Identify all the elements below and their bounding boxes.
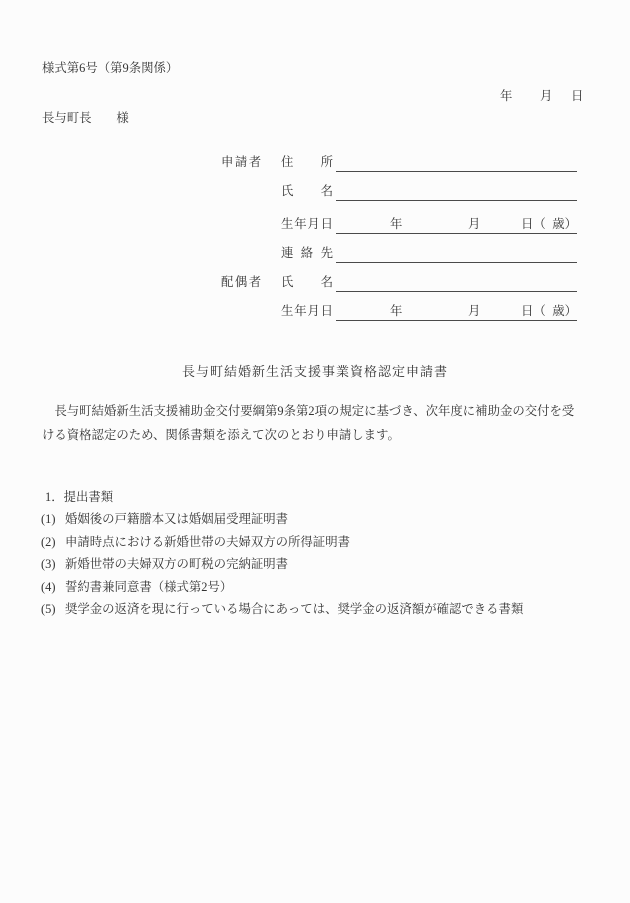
date-day-label: 日 [571, 89, 584, 103]
list-item [41, 553, 601, 575]
item-text: 申請時点における新婚世帯の夫婦双方の所得証明書 [65, 534, 350, 549]
applicant-birthdate-blank-field [336, 216, 577, 234]
spouse-name-row [221, 274, 577, 291]
applicant-address-blank-field [336, 154, 577, 172]
applicant-birthdate-label: 生年月日 [281, 217, 333, 231]
body-paragraph [42, 399, 594, 447]
date-year-label: 年 [500, 89, 513, 103]
birthdate-day-label: 日（ [521, 304, 546, 318]
item-text: 婚姻後の戸籍謄本又は婚姻届受理証明書 [65, 512, 289, 527]
spouse-name-blank-field [336, 274, 577, 292]
item-text: 誓約書兼同意書（様式第2号） [65, 579, 233, 594]
body-paragraph-line: 長与町結婚新生活支援補助金交付要綱第9条第2項の規定に基づき、次年度に補助金の交付を受 [42, 404, 575, 418]
applicant-name-blank-field [336, 183, 577, 201]
birthdate-month-label: 月 [468, 304, 481, 318]
spouse-birthdate-row [221, 303, 577, 320]
applicant-contact-row [221, 245, 577, 262]
date-month-label: 月 [540, 89, 553, 103]
applicant-contact-blank-field [336, 245, 577, 263]
spouse-birthdate-blank-field [336, 303, 577, 321]
list-item [41, 531, 601, 553]
applicant-label: 申請者 [221, 155, 263, 169]
birthdate-month-label: 月 [468, 217, 481, 231]
birthdate-age-label: 歳） [552, 217, 577, 231]
spouse-name-label: 氏名 [281, 275, 333, 289]
document-title: 長与町結婚新生活支援事業資格認定申請書 [181, 364, 448, 379]
date-line [0, 88, 630, 105]
documents-heading: 1．提出書類 [45, 490, 114, 504]
applicant-birthdate-row [221, 216, 577, 233]
item-number: (1) [41, 512, 56, 527]
list-item [41, 576, 601, 598]
birthdate-year-label: 年 [390, 304, 403, 318]
item-number: (2) [41, 534, 56, 549]
spouse-birthdate-label: 生年月日 [281, 304, 333, 318]
spouse-label: 配偶者 [221, 275, 263, 289]
applicant-address-row [221, 154, 577, 171]
list-item [41, 508, 601, 530]
item-number: (3) [41, 557, 56, 572]
birthdate-year-label: 年 [390, 217, 403, 231]
applicant-name-label: 氏名 [281, 184, 333, 198]
submission-documents-list [41, 486, 601, 620]
item-text: 奨学金の返済を現に行っている場合にあっては、奨学金の返済額が確認できる書類 [65, 602, 524, 617]
birthdate-age-label: 歳） [552, 304, 577, 318]
list-item [41, 598, 601, 620]
birthdate-day-label: 日（ [521, 217, 546, 231]
applicant-name-row [221, 183, 577, 200]
item-number: (4) [41, 579, 56, 594]
applicant-contact-label: 連絡先 [281, 246, 333, 260]
body-paragraph-line: ける資格認定のため、関係書類を添えて次のとおり申請します。 [42, 428, 400, 442]
form-number: 様式第6号（第9条関係） [42, 61, 179, 75]
addressee: 長与町長 様 [42, 111, 129, 125]
item-number: (5) [41, 602, 56, 617]
applicant-address-label: 住所 [281, 155, 333, 169]
item-text: 新婚世帯の夫婦双方の町税の完納証明書 [65, 557, 289, 572]
